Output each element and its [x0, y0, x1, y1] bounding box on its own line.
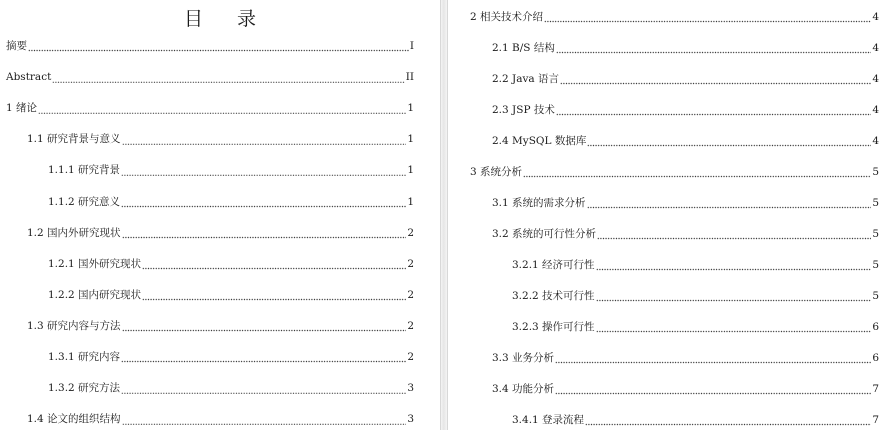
toc-entry-label: 3.4.1 登录流程	[512, 414, 585, 426]
toc-entry-page: 4	[872, 11, 879, 23]
toc-leader-dots	[121, 199, 406, 208]
toc-entry[interactable]	[512, 321, 879, 333]
toc-page-left	[0, 0, 440, 430]
toc-entry-page: 3	[407, 413, 414, 426]
toc-leader-dots	[596, 324, 872, 333]
toc-entry[interactable]	[492, 197, 879, 209]
toc-entry-page: 1	[407, 195, 414, 208]
toc-leader-dots	[556, 107, 871, 116]
toc-entry[interactable]	[492, 104, 879, 116]
toc-entry-page: 1	[407, 164, 414, 177]
toc-entry-page: II	[405, 71, 414, 84]
toc-entry-label: 3.2.3 操作可行性	[512, 321, 595, 333]
toc-leader-dots	[596, 293, 872, 302]
toc-leader-dots	[28, 43, 409, 52]
toc-entry-label: 3.2.2 技术可行性	[512, 290, 595, 302]
toc-entry-page: 5	[872, 259, 879, 271]
toc-entry-page: 5	[872, 228, 879, 240]
toc-leader-dots	[52, 74, 404, 83]
toc-entry-page: 7	[872, 383, 879, 395]
toc-entry[interactable]	[27, 413, 414, 425]
toc-entry-page: 5	[872, 290, 879, 302]
toc-leader-dots	[556, 45, 871, 54]
toc-entry-label: 1.1.2 研究意义	[48, 195, 121, 208]
toc-entry-label: 1.1 研究背景与意义	[27, 133, 121, 146]
toc-leader-dots	[142, 261, 406, 270]
toc-entry-label: 3.3 业务分析	[492, 352, 555, 364]
toc-entry[interactable]	[492, 135, 879, 147]
toc-entry[interactable]	[48, 289, 414, 301]
toc-entry-page: 2	[407, 288, 414, 301]
toc-entry-page: 7	[872, 414, 879, 426]
toc-entry[interactable]	[48, 351, 414, 363]
toc-entry[interactable]	[512, 259, 879, 271]
toc-entry-label: 1.3.1 研究内容	[48, 351, 121, 363]
toc-leader-dots	[523, 169, 871, 178]
toc-leader-dots	[585, 417, 871, 426]
toc-entry-label: 2.2 Java 语言	[492, 73, 560, 85]
toc-entry[interactable]	[470, 166, 879, 178]
toc-entry-label: Abstract	[6, 71, 52, 84]
page-gutter	[440, 0, 448, 430]
toc-leader-dots	[596, 262, 872, 271]
toc-entry-page: 4	[872, 42, 879, 54]
toc-leader-dots	[597, 231, 871, 240]
toc-entry[interactable]	[27, 320, 414, 332]
toc-entry[interactable]	[48, 164, 414, 176]
toc-leader-dots	[555, 386, 871, 395]
toc-entry-label: 1.2.2 国内研究现状	[48, 288, 142, 301]
toc-leader-dots	[555, 355, 871, 364]
toc-entry[interactable]	[48, 196, 414, 208]
toc-entry[interactable]	[512, 414, 879, 426]
toc-entry[interactable]	[6, 102, 414, 114]
toc-entry-page: 6	[872, 321, 879, 333]
toc-entry[interactable]	[492, 383, 879, 395]
toc-entry-page: 4	[872, 104, 879, 116]
toc-leader-dots	[587, 200, 872, 209]
toc-entry-label: 摘要	[6, 40, 27, 52]
toc-entry[interactable]	[27, 133, 414, 145]
toc-entry[interactable]	[492, 73, 879, 85]
toc-entry-page: 5	[872, 166, 879, 178]
toc-entry-label: 3 系统分析	[470, 166, 523, 178]
toc-leader-dots	[38, 105, 406, 114]
toc-entry-label: 1.2 国内外研究现状	[27, 226, 121, 239]
toc-title: 目 录	[183, 8, 271, 30]
toc-entry-page: 2	[407, 319, 414, 332]
toc-entry-label: 1 绪论	[6, 102, 38, 115]
toc-leader-dots	[122, 136, 407, 145]
toc-entry[interactable]	[27, 227, 414, 239]
toc-entry-page: 2	[407, 226, 414, 239]
toc-entry-page: 3	[407, 382, 414, 395]
toc-entry-page: I	[409, 40, 414, 52]
toc-leader-dots	[560, 76, 871, 85]
toc-entry-label: 1.4 论文的组织结构	[27, 413, 121, 426]
toc-entry[interactable]	[492, 352, 879, 364]
toc-entry[interactable]	[6, 71, 414, 83]
toc-leader-dots	[122, 230, 407, 239]
toc-entry[interactable]	[470, 11, 879, 23]
toc-entry-label: 2.1 B/S 结构	[492, 42, 555, 54]
toc-leader-dots	[122, 323, 407, 332]
toc-entry-label: 1.2.1 国外研究现状	[48, 257, 142, 270]
toc-leader-dots	[587, 138, 871, 147]
toc-leader-dots	[121, 354, 406, 363]
toc-entry-label: 2.4 MySQL 数据库	[492, 135, 587, 147]
toc-leader-dots	[142, 292, 406, 301]
toc-entry-page: 5	[872, 197, 879, 209]
toc-entry[interactable]	[6, 40, 414, 52]
toc-entry[interactable]	[512, 290, 879, 302]
toc-leader-dots	[121, 167, 406, 176]
toc-entry-label: 3.4 功能分析	[492, 383, 555, 395]
toc-entry-label: 1.3 研究内容与方法	[27, 319, 121, 332]
toc-entry-label: 3.2 系统的可行性分析	[492, 228, 597, 240]
toc-entry-label: 1.3.2 研究方法	[48, 382, 121, 395]
toc-entry-page: 1	[407, 102, 414, 115]
toc-entry[interactable]	[48, 258, 414, 270]
toc-entry-label: 1.1.1 研究背景	[48, 164, 121, 177]
toc-entry-page: 2	[407, 351, 414, 363]
toc-leader-dots	[122, 416, 407, 425]
toc-entry-page: 6	[872, 352, 879, 364]
toc-entry[interactable]	[48, 382, 414, 394]
toc-entry-label: 3.1 系统的需求分析	[492, 197, 586, 209]
toc-entry-label: 3.2.1 经济可行性	[512, 259, 595, 271]
toc-leader-dots	[544, 14, 871, 23]
toc-entry[interactable]	[492, 228, 879, 240]
toc-entry-page: 2	[407, 257, 414, 270]
toc-entry-page: 1	[407, 133, 414, 146]
toc-leader-dots	[121, 385, 406, 394]
toc-entry[interactable]	[492, 42, 879, 54]
toc-entry-label: 2.3 JSP 技术	[492, 104, 555, 116]
toc-entry-page: 4	[872, 73, 879, 85]
toc-entry-page: 4	[872, 135, 879, 147]
toc-page-right	[448, 0, 888, 430]
toc-entry-label: 2 相关技术介绍	[470, 11, 544, 23]
